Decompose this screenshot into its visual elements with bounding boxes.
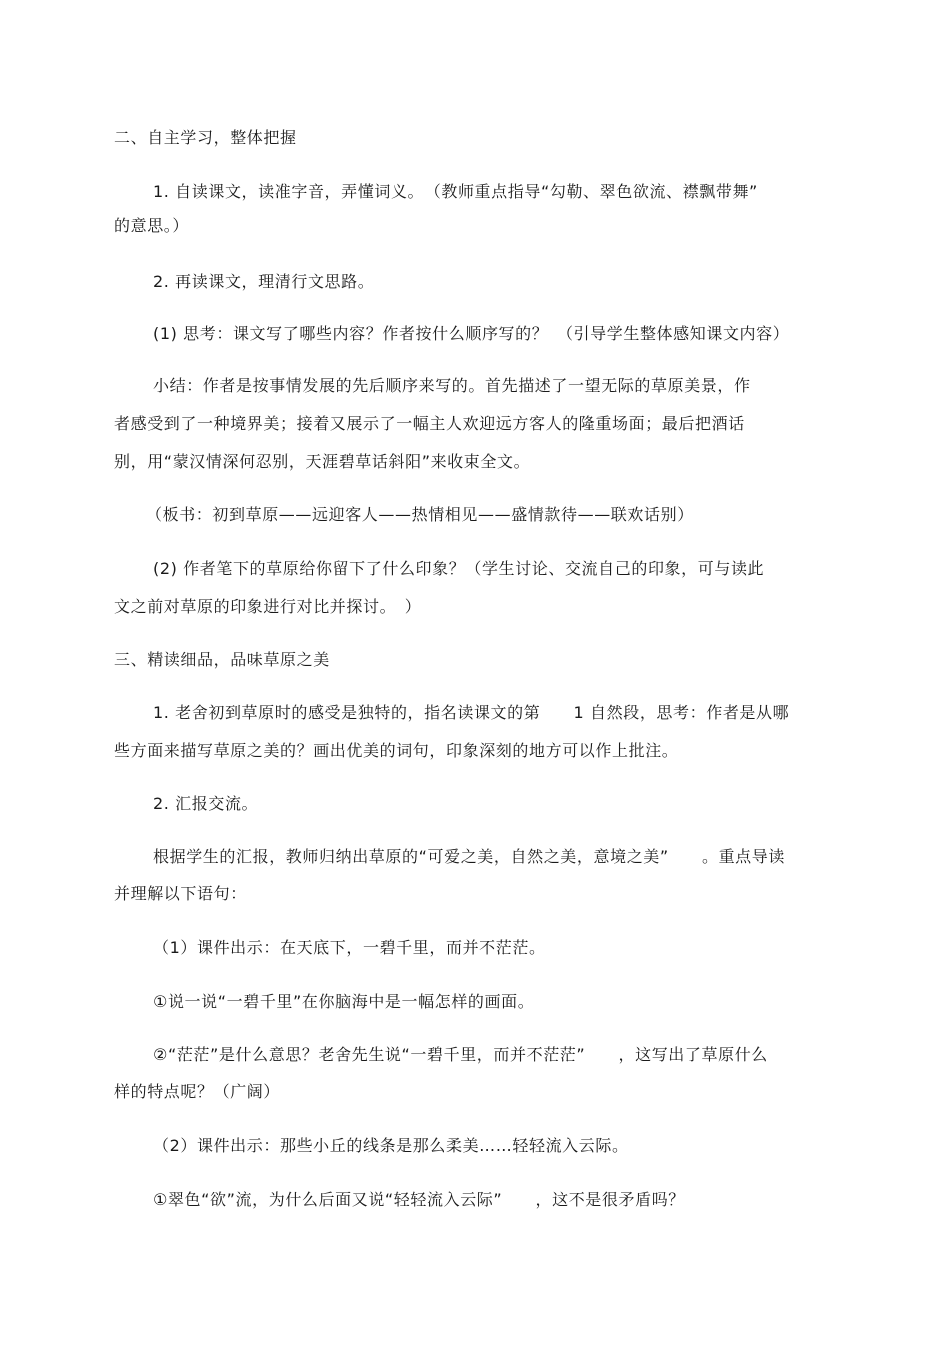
paragraph-line: （1）课件出示：在天底下，一碧千里，而并不茫茫。	[153, 938, 546, 957]
paragraph-line: 1. 老舍初到草原时的感受是独特的，指名读课文的第 1 自然段，思考：作者是从哪	[153, 703, 790, 722]
paragraph-line: 2. 汇报交流。	[153, 794, 259, 813]
paragraph-line: 并理解以下语句：	[114, 884, 247, 903]
board-writing-line: （板书：初到草原——远迎客人——热情相见——盛情款待——联欢话别）	[146, 505, 694, 524]
paragraph-line: 小结：作者是按事情发展的先后顺序来写的。首先描述了一望无际的草原美景，作	[153, 376, 751, 395]
paragraph-line: (2) 作者笔下的草原给你留下了什么印象？（学生讨论、交流自己的印象，可与读此	[153, 559, 765, 578]
paragraph-line: 1. 自读课文，读准字音，弄懂词义。 （教师重点指导“勾勒、翠色欲流、襟飘带舞”	[153, 182, 758, 201]
section-heading-close-reading: 三、精读细品，品味草原之美	[114, 650, 330, 669]
paragraph-line: (1) 思考：课文写了哪些内容？作者按什么顺序写的？ （引导学生整体感知课文内容）	[153, 324, 790, 343]
paragraph-line: （2）课件出示：那些小丘的线条是那么柔美……轻轻流入云际。	[153, 1136, 629, 1155]
paragraph-line: 的意思。）	[114, 216, 190, 235]
paragraph-line: ①说一说“一碧千里”在你脑海中是一幅怎样的画面。	[153, 992, 535, 1011]
paragraph-line: 者感受到了一种境界美；接着又展示了一幅主人欢迎远方客人的隆重场面；最后把酒话	[114, 414, 745, 433]
paragraph-line: 2. 再读课文，理清行文思路。	[153, 272, 375, 291]
paragraph-line: 些方面来描写草原之美的？画出优美的词句，印象深刻的地方可以作上批注。	[114, 741, 679, 760]
paragraph-line: 别，用“蒙汉情深何忍别，天涯碧草话斜阳”来收束全文。	[114, 452, 531, 471]
paragraph-line: ①翠色“欲”流，为什么后面又说“轻轻流入云际” ，这不是很矛盾吗？	[153, 1190, 685, 1209]
paragraph-line: 文之前对草原的印象进行对比并探讨。 ）	[114, 597, 422, 616]
paragraph-line: ②“茫茫”是什么意思？老舍先生说“一碧千里，而并不茫茫” ，这写出了草原什么	[153, 1045, 768, 1064]
section-heading-self-study: 二、自主学习，整体把握	[114, 128, 297, 147]
paragraph-line: 根据学生的汇报，教师归纳出草原的“可爱之美，自然之美，意境之美” 。重点导读	[153, 847, 785, 866]
paragraph-line: 样的特点呢？（广阔）	[114, 1082, 281, 1101]
